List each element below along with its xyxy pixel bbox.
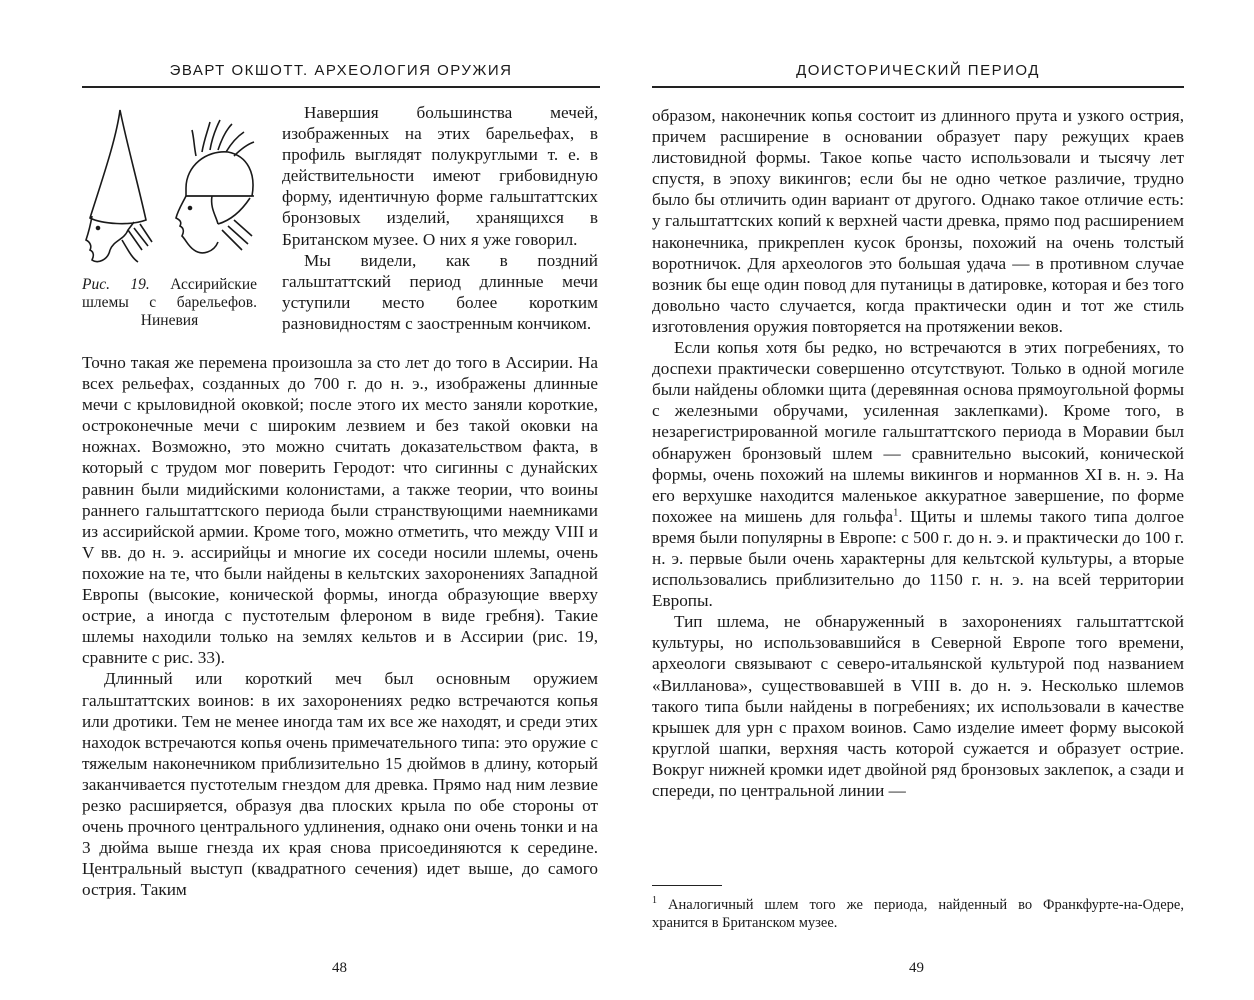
page-number-right: 49	[909, 960, 924, 976]
figure-caption-label: Рис. 19.	[82, 276, 150, 293]
paragraph: Точно такая же перемена произошла за сто лет до того в Ассирии. На всех рельефах, созданных до 700 г. до н. э., изображены длинные мечи с крыловидной оковкой; после этого их место заняли короткие, остроконечные мечи с широким лезвием и без такой оковки на ножнах. Возможно, это можно считать доказательством факта, в который с трудом мог поверить Геродот: что сигинны с дунайских равнин были мидийскими колонистами, а также теории, что воины раннего гальштаттского периода были странствующими наемниками из ассирийской армии. Кроме того, можно отметить, что между VIII и V вв. до н. э. ассирийцы и многие их соседи носили шлемы, очень похожие на те, что были найдены в кельтских захоронениях Западной Европы (высокие, конической формы, иногда образующие вверху острие, а иногда с пустотелым флероном в виде гребня). Такие шлемы находили только на землях кельтов и в Ассирии (рис. 19, сравните с рис. 33).	[82, 353, 598, 668]
header-rule-left	[82, 86, 600, 88]
paragraph: Длинный или короткий меч был основным оружием гальштаттских воинов: в их захоронениях редко встречаются копья или дротики. Тем не менее иногда там их все же находят, и среди этих находок встречаются копья очень примечательного типа: это оружие с тяжелым наконечником приблизительно 15 дюймов в длину, который заканчивается пустотелым гнездом для древка. Прямо над ним лезвие резко расширяется, образуя два плоских крыла по обе стороны от очень прочного центрального удлинения, однако они очень тонки и на 3 дюйма выше гнезда их края снова присоединяются к середине. Центральный выступ (квадратного сечения) идет выше, до самого острия. Таким	[82, 669, 598, 900]
figure-caption-text: Ассирийские шлемы с барельефов. Ниневия	[82, 276, 257, 329]
paragraph: Мы видели, как в поздний гальштаттский период длинные мечи уступили место более коротким разновидностям с заостренным кончиком.	[282, 250, 598, 333]
footnote	[652, 897, 1184, 932]
paragraph: Навершия большинства мечей, изображенных на этих барельефах, в профиль выглядят полукруглыми т. е. в действительности имеют грибовидную форму, идентичную форме гальштаттских бронзовых изделий, хранящихся в Британском музее. О них я уже говорил.	[282, 103, 598, 249]
paragraph-text-continued: . Щиты и шлемы такого типа долгое время были популярны в Европе: с 500 г. до н. э. и практически до 100 г. н. э. первые были очень характерны для кельтской культуры, а вторые использовались приблизительно до 1150 г. н. э. на всей территории Европы.	[652, 506, 1184, 611]
right-page	[627, 0, 1254, 1000]
footnote-marker[interactable]: 1	[893, 507, 899, 519]
paragraph-text: Если копья хотя бы редко, но встречаются в этих погребениях, то доспехи практически совершенно отсутствуют. Только в одной могиле были найдены обломки щита (деревянная основа прямоугольной формы с железными обручами, усиленная заклепками). Кроме того, в незарегистрированной могиле гальштаттского периода в Моравии был обнаружен бронзовый шлем — сравнительно высокий, конической формы, очень похожий на шлемы викингов и норманнов XI в. н. э. На его верхушке находится маленькое аккуратное завершение, по форме похожее на мишень для гольфа	[652, 338, 1184, 526]
right-body-text	[652, 105, 1184, 801]
paragraph: Тип шлема, не обнаруженный в захоронениях гальштаттской культуры, но использовавшийся в Северной Европе того времени, археологи связывают с северо-итальянской культурой под названием «Вилланова», существовавшей в VIII в. до н. э. Несколько шлемов такого типа были найдены в погребениях; их использовали в качестве крышек для урн с прахом воинов. Само изделие имеет форму высокой круглой шапки, верхняя часть которой сужается и образует острие. Вокруг нижней кромки идет двойной ряд бронзовых заклепок, а сзади и спереди, по центральной линии —	[652, 612, 1184, 800]
assyrian-helmets-illustration	[82, 100, 257, 270]
figure-caption	[82, 276, 257, 330]
footnote-rule	[652, 885, 722, 886]
side-text-column	[282, 102, 598, 334]
paragraph: образом, наконечник копья состоит из длинного прута и узкого острия, причем расширение в основании образует пару режущих краев листовидной формы. Такое копье часто использовали и тысячу лет спустя, в эпоху викингов; если бы не одно четкое различие, трудно было бы отличить один вариант от другого. Однако такое отличие есть: у гальштаттских копий к верхней части древка, прямо под расширением наконечника, прикреплен кусок бронзы, похожий на очень толстый воротничок. Для археологов это большая удача — в противном случае возник бы еще один повод для путаницы в датировке, которая и без того довольно часто случается, когда практически один и тот же стиль изготовления оружия повторяется на протяжении веков.	[652, 106, 1184, 336]
header-rule-right	[652, 86, 1184, 88]
paragraph-with-footnote	[652, 337, 1184, 611]
left-body-text	[82, 352, 598, 900]
page-number-left: 48	[332, 960, 347, 976]
running-head-left: ЭВАРТ ОКШОТТ. АРХЕОЛОГИЯ ОРУЖИЯ	[169, 62, 513, 79]
figure-19	[82, 100, 257, 330]
footnote-number: 1	[652, 895, 657, 907]
footnote-text: Аналогичный шлем того же периода, найденный во Франкфурте-на-Одере, хранится в Британском музее.	[652, 897, 1184, 931]
running-head-right: ДОИСТОРИЧЕСКИЙ ПЕРИОД	[796, 62, 1040, 79]
